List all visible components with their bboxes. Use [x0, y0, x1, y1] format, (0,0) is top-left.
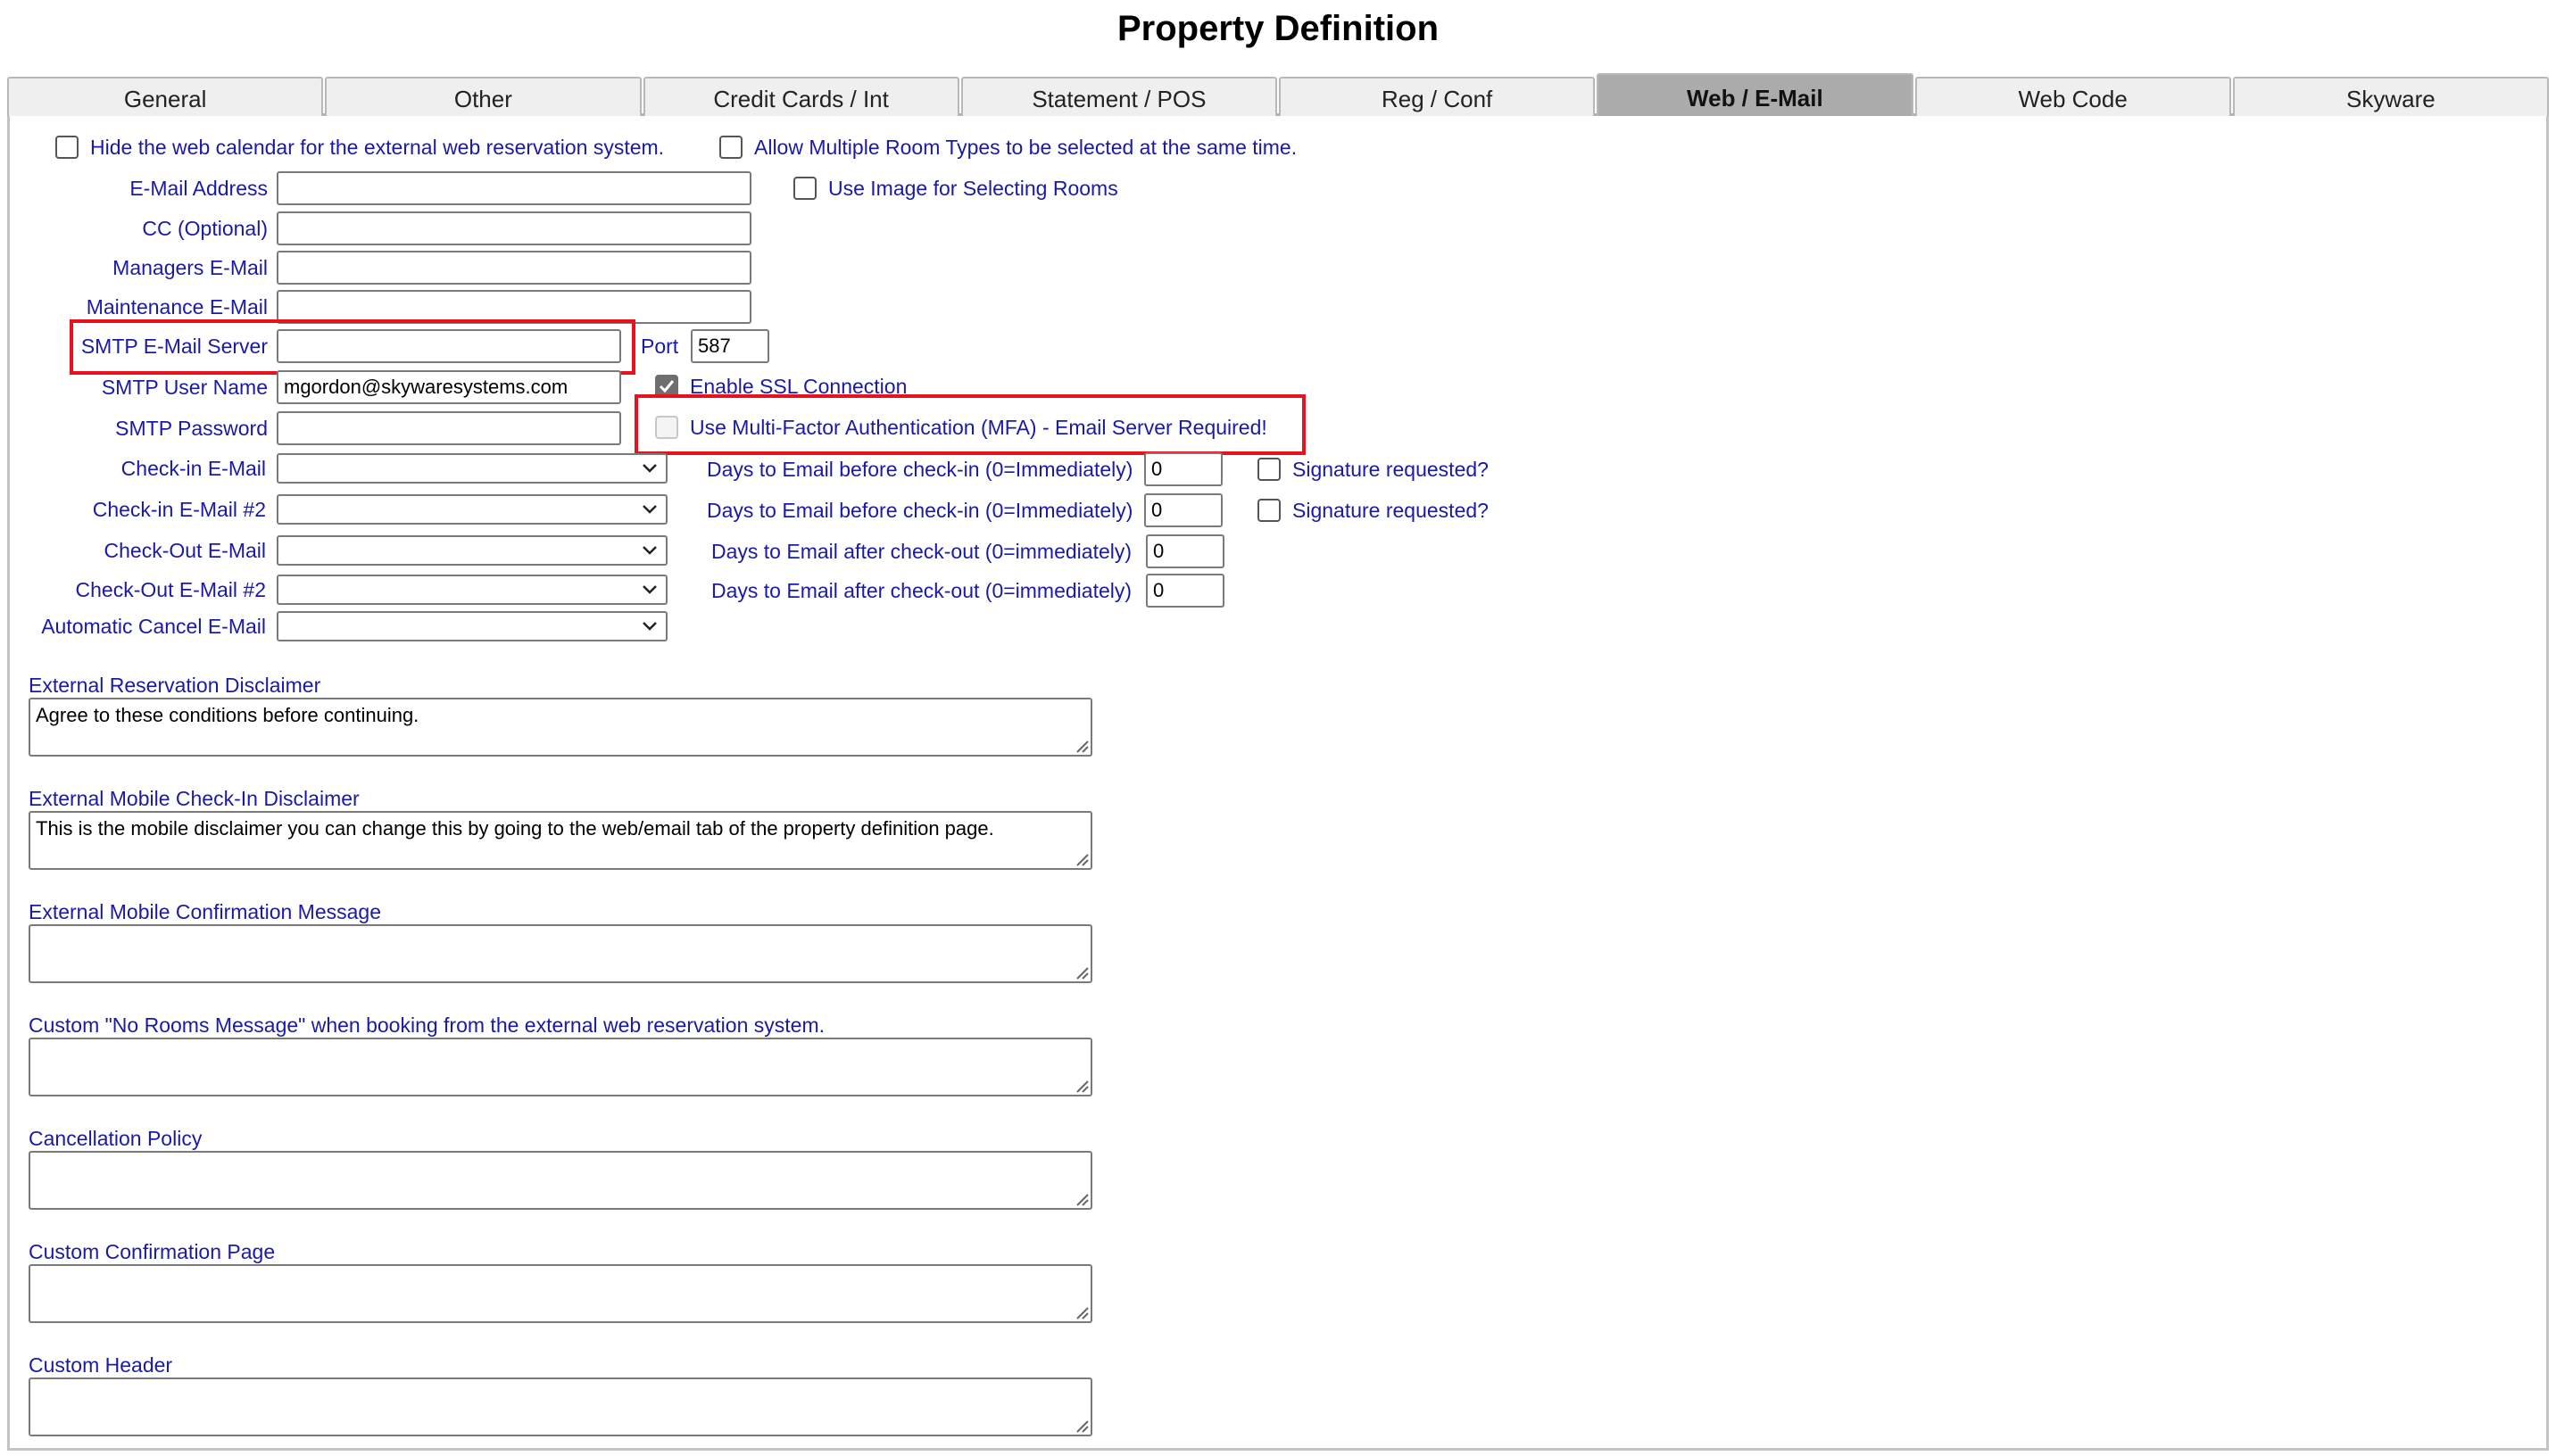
resize-grip-icon[interactable]	[1073, 1077, 1089, 1093]
custom-header-textarea[interactable]	[29, 1377, 1092, 1436]
checkin-email-select[interactable]	[277, 453, 668, 484]
port-field[interactable]: 587	[691, 329, 769, 363]
days-before-checkin-field[interactable]: 0	[1144, 452, 1223, 486]
chevron-down-icon	[641, 579, 659, 600]
cancellation-policy-label: Cancellation Policy	[29, 1127, 203, 1150]
smtp-password-label: SMTP Password	[115, 417, 268, 440]
checkout-email-label: Check-Out E-Mail	[104, 539, 266, 562]
resize-grip-icon[interactable]	[1073, 1417, 1089, 1433]
signature-label-1: Signature requested?	[1292, 458, 1489, 481]
days-after-checkout-2-label: Days to Email after check-out (0=immediately)	[711, 579, 1133, 602]
reservation-disclaimer-label: External Reservation Disclaimer	[29, 674, 321, 697]
managers-email-label: Managers E-Mail	[112, 256, 268, 279]
smtp-server-highlight	[70, 319, 635, 375]
mfa-highlight	[635, 394, 1306, 455]
mobile-confirmation-label: External Mobile Confirmation Message	[29, 900, 382, 923]
page-title: Property Definition	[1116, 9, 1440, 48]
port-label: Port	[641, 335, 679, 358]
email-address-field[interactable]	[277, 171, 751, 205]
resize-grip-icon[interactable]	[1073, 850, 1089, 866]
tab-statement-pos[interactable]: Statement / POS	[961, 77, 1277, 116]
auto-cancel-email-label: Automatic Cancel E-Mail	[41, 615, 266, 638]
checkin-email-label: Check-in E-Mail	[120, 457, 266, 480]
hide-calendar-checkbox[interactable]	[55, 136, 79, 159]
checkout-email-2-select[interactable]	[277, 575, 668, 605]
tab-web-email[interactable]: Web / E-Mail	[1597, 73, 1913, 116]
allow-multiple-rooms-label: Allow Multiple Room Types to be selected at the same time.	[754, 136, 1298, 159]
cancellation-policy-textarea[interactable]	[29, 1151, 1092, 1210]
days-after-checkout-field[interactable]: 0	[1146, 534, 1224, 568]
enable-ssl-label: Enable SSL Connection	[690, 375, 908, 398]
managers-email-field[interactable]	[277, 251, 751, 285]
allow-multiple-rooms-checkbox[interactable]	[719, 136, 743, 159]
chevron-down-icon	[641, 458, 659, 479]
days-after-checkout-2-field[interactable]: 0	[1146, 574, 1224, 608]
days-after-checkout-label: Days to Email after check-out (0=immediately)	[711, 540, 1133, 563]
resize-grip-icon[interactable]	[1073, 1190, 1089, 1206]
email-address-label: E-Mail Address	[129, 177, 268, 200]
no-rooms-message-textarea[interactable]	[29, 1038, 1092, 1096]
resize-grip-icon[interactable]	[1073, 1303, 1089, 1320]
auto-cancel-email-select[interactable]	[277, 611, 668, 641]
checkin-email-2-select[interactable]	[277, 494, 668, 525]
custom-confirmation-page-textarea[interactable]	[29, 1264, 1092, 1323]
no-rooms-message-label: Custom "No Rooms Message" when booking from the external web reservation system.	[29, 1013, 825, 1037]
tab-bar	[7, 77, 2549, 116]
tab-web-code[interactable]: Web Code	[1915, 77, 2231, 116]
chevron-down-icon	[641, 499, 659, 520]
custom-confirmation-page-label: Custom Confirmation Page	[29, 1240, 276, 1263]
mobile-confirmation-textarea[interactable]	[29, 924, 1092, 983]
chevron-down-icon	[641, 540, 659, 561]
resize-grip-icon[interactable]	[1073, 964, 1089, 980]
mobile-checkin-disclaimer-label: External Mobile Check-In Disclaimer	[29, 787, 360, 810]
tab-reg-conf[interactable]: Reg / Conf	[1279, 77, 1595, 116]
smtp-user-label: SMTP User Name	[101, 376, 268, 399]
reservation-disclaimer-textarea[interactable]	[29, 698, 1092, 757]
days-before-checkin-label: Days to Email before check-in (0=Immediately)	[707, 458, 1133, 481]
use-mfa-label: Use Multi-Factor Authentication (MFA) - Email Server Required!	[690, 416, 1267, 439]
days-before-checkin-2-label: Days to Email before check-in (0=Immediately)	[707, 499, 1133, 522]
tab-other[interactable]: Other	[325, 77, 641, 116]
cc-field[interactable]	[277, 211, 751, 245]
checkout-email-select[interactable]	[277, 535, 668, 566]
mobile-checkin-disclaimer-textarea[interactable]	[29, 811, 1092, 870]
cc-label: CC (Optional)	[142, 217, 268, 240]
reservation-disclaimer-text: Agree to these conditions before continuing.	[36, 704, 419, 726]
custom-header-label: Custom Header	[29, 1353, 173, 1377]
checkin-email-2-label: Check-in E-Mail #2	[92, 498, 266, 521]
smtp-user-field[interactable]: mgordon@skywaresystems.com	[277, 370, 621, 404]
tab-general[interactable]: General	[7, 77, 323, 116]
tab-skyware[interactable]: Skyware	[2233, 77, 2549, 116]
smtp-password-field[interactable]	[277, 411, 621, 445]
checkmark-icon	[659, 378, 675, 394]
checkout-email-2-label: Check-Out E-Mail #2	[75, 578, 266, 601]
maintenance-email-label: Maintenance E-Mail	[86, 295, 268, 318]
chevron-down-icon	[641, 616, 659, 637]
signature-checkbox-2[interactable]	[1257, 499, 1281, 522]
use-image-checkbox[interactable]	[793, 177, 817, 200]
signature-label-2: Signature requested?	[1292, 499, 1489, 522]
smtp-server-label: SMTP E-Mail Server	[80, 335, 268, 358]
signature-checkbox-1[interactable]	[1257, 458, 1281, 481]
days-before-checkin-2-field[interactable]: 0	[1144, 493, 1223, 527]
hide-calendar-label: Hide the web calendar for the external web reservation system.	[90, 136, 665, 159]
mobile-checkin-disclaimer-text: This is the mobile disclaimer you can change this by going to the web/email tab of the property definition page.	[36, 817, 994, 840]
resize-grip-icon[interactable]	[1073, 737, 1089, 753]
use-image-label: Use Image for Selecting Rooms	[828, 177, 1118, 200]
tab-credit-cards[interactable]: Credit Cards / Int	[643, 77, 959, 116]
